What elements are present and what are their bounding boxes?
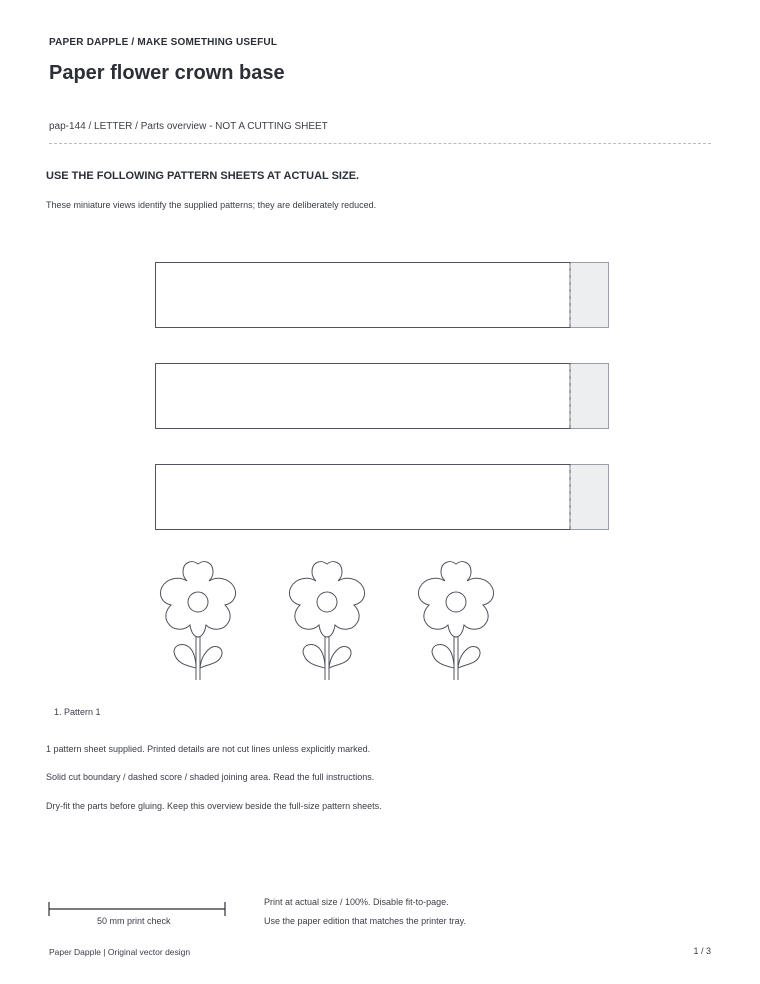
print-instruction: Print at actual size / 100%. Disable fit-to-page.: [264, 897, 449, 907]
document-meta: pap-144 / LETTER / Parts overview - NOT A CUTTING SHEET: [49, 121, 328, 132]
part-label: 1. Pattern 1: [54, 707, 101, 717]
note-line: Dry-fit the parts before gluing. Keep this overview beside the full-size pattern sheets.: [46, 801, 382, 811]
flower-2: [287, 562, 367, 680]
brand-line: PAPER DAPPLE / MAKE SOMETHING USEFUL: [49, 37, 278, 48]
flower-1: [158, 562, 238, 680]
band-strip: [155, 363, 609, 429]
note-line: Solid cut boundary / dashed score / shaded joining area. Read the full instructions.: [46, 772, 375, 782]
band-strip: [155, 262, 609, 328]
scale-label: 50 mm print check: [97, 916, 171, 926]
header-divider: [49, 143, 711, 144]
section-intro: These miniature views identify the supplied patterns; they are deliberately reduced.: [46, 200, 377, 210]
page-title: Paper flower crown base: [49, 62, 285, 84]
band-strip: [155, 464, 609, 530]
note-line: 1 pattern sheet supplied. Printed details are not cut lines unless explicitly marked.: [46, 744, 371, 754]
section-heading: USE THE FOLLOWING PATTERN SHEETS AT ACTUAL SIZE.: [46, 170, 360, 182]
page-number: 1 / 3: [693, 946, 711, 956]
flower-3: [416, 562, 496, 680]
paper-instruction: Use the paper edition that matches the printer tray.: [264, 916, 466, 926]
flower-pattern-row: [150, 560, 510, 685]
footer-credit: Paper Dapple | Original vector design: [49, 947, 191, 957]
